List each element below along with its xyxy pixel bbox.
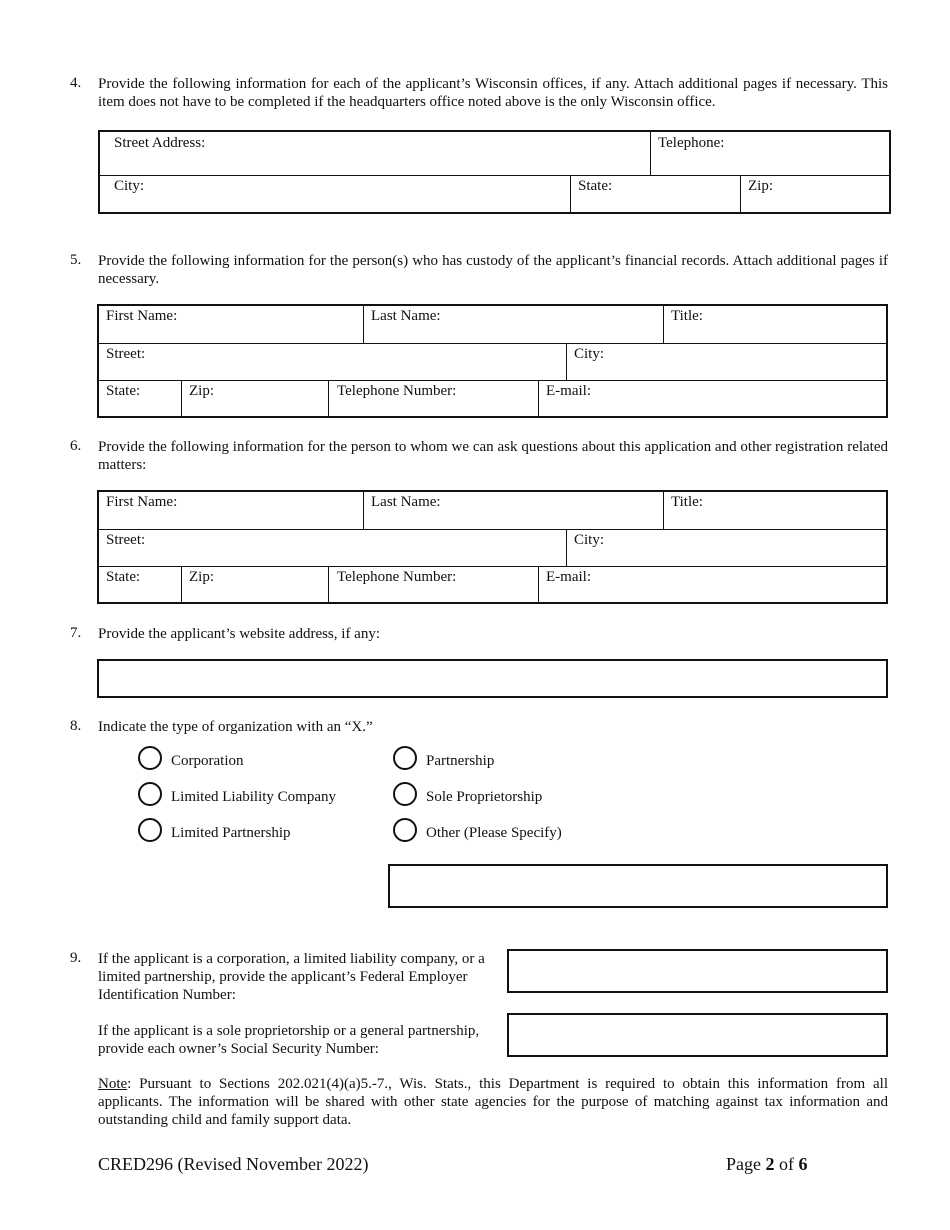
q9-text-b: If the applicant is a sole proprietorship or a general partnership, provide each owner’s Social Security Number:: [98, 1023, 480, 1057]
q5-state-field[interactable]: State:: [106, 383, 141, 399]
q6-zip-field[interactable]: Zip:: [189, 569, 214, 585]
q5-first-name-field[interactable]: First Name:: [106, 308, 178, 324]
note-text: : Pursuant to Sections 202.021(4)(a)5.-7., Wis. Stats., this Department is required to obtain this information from all applicants. The information will be shared with other state agencies for the purpose of matching against tax information and outstanding child and family support data.: [98, 1076, 888, 1128]
divider: [99, 380, 886, 381]
page-total: 6: [798, 1154, 808, 1174]
radio-partnership[interactable]: [393, 746, 417, 770]
q7-number: 7.: [70, 625, 82, 641]
divider: [99, 529, 886, 530]
divider: [566, 529, 567, 566]
radio-sole-proprietorship[interactable]: [393, 782, 417, 806]
q5-table: [97, 304, 888, 418]
page-word: Page: [726, 1154, 766, 1174]
page-of: of: [774, 1154, 799, 1174]
radio-corporation[interactable]: [138, 746, 162, 770]
form-id: CRED296 (Revised November 2022): [98, 1154, 369, 1174]
q5-last-name-field[interactable]: Last Name:: [371, 308, 441, 324]
q6-text: Provide the following information for the person to whom we can ask questions about this application and other registration related matters:: [98, 439, 888, 473]
q9-number: 9.: [70, 950, 82, 966]
divider: [663, 492, 664, 529]
divider: [566, 343, 567, 380]
q8-number: 8.: [70, 718, 82, 734]
q6-first-name-field[interactable]: First Name:: [106, 494, 178, 510]
ssn-input[interactable]: [507, 1013, 888, 1057]
radio-label: Corporation: [171, 753, 244, 769]
q5-title-field[interactable]: Title:: [671, 308, 703, 324]
page-current: 2: [765, 1154, 775, 1174]
q6-last-name-field[interactable]: Last Name:: [371, 494, 441, 510]
divider: [363, 492, 364, 529]
divider: [663, 306, 664, 343]
divider: [181, 380, 182, 416]
divider: [100, 175, 889, 176]
website-input[interactable]: [97, 659, 888, 698]
other-specify-input[interactable]: [388, 864, 888, 908]
divider: [99, 566, 886, 567]
q4-city-field[interactable]: City:: [114, 178, 145, 194]
divider: [328, 380, 329, 416]
q6-email-field[interactable]: E-mail:: [546, 569, 591, 585]
q4-state-field[interactable]: State:: [578, 178, 613, 194]
radio-limited-liability-company[interactable]: [138, 782, 162, 806]
radio-label: Sole Proprietorship: [426, 789, 543, 805]
divider: [363, 306, 364, 343]
q4-zip-field[interactable]: Zip:: [748, 178, 773, 194]
divider: [328, 566, 329, 602]
radio-limited-partnership[interactable]: [138, 818, 162, 842]
q6-number: 6.: [70, 438, 82, 454]
q5-zip-field[interactable]: Zip:: [189, 383, 214, 399]
q5-telephone-field[interactable]: Telephone Number:: [337, 383, 457, 399]
q7-text: Provide the applicant’s website address, if any:: [98, 626, 381, 642]
radio-other[interactable]: [393, 818, 417, 842]
q4-number: 4.: [70, 75, 82, 91]
q6-city-field[interactable]: City:: [574, 532, 605, 548]
q5-email-field[interactable]: E-mail:: [546, 383, 591, 399]
radio-label: Limited Liability Company: [171, 789, 336, 805]
note-label: Note: [98, 1076, 128, 1092]
q5-text: Provide the following information for the person(s) who has custody of the applicant’s financial records. Attach additional pages if necessary.: [98, 253, 888, 287]
q4-telephone-field[interactable]: Telephone:: [658, 135, 725, 151]
divider: [570, 175, 571, 212]
divider: [181, 566, 182, 602]
q4-street-address-field[interactable]: Street Address:: [114, 135, 206, 151]
divider: [99, 343, 886, 344]
q9-text-a: If the applicant is a corporation, a limited liability company, or a limited partnership, provide the applicant’s Federal Employer Identification Number:: [98, 951, 485, 1003]
q5-street-field[interactable]: Street:: [106, 346, 146, 362]
q4-text: Provide the following information for each of the applicant’s Wisconsin offices, if any. Attach additional pages if necessary. This item does not have to be completed if the headquarters office noted above is the only Wisconsin office.: [98, 76, 888, 110]
q5-city-field[interactable]: City:: [574, 346, 605, 362]
q6-title-field[interactable]: Title:: [671, 494, 703, 510]
radio-label: Partnership: [426, 753, 495, 769]
q6-telephone-field[interactable]: Telephone Number:: [337, 569, 457, 585]
page-indicator: [726, 1154, 808, 1175]
divider: [650, 132, 651, 175]
fein-input[interactable]: [507, 949, 888, 993]
note-paragraph: [98, 1075, 888, 1129]
q4-table: [98, 130, 891, 214]
q6-street-field[interactable]: Street:: [106, 532, 146, 548]
divider: [538, 566, 539, 602]
divider: [538, 380, 539, 416]
q8-text: Indicate the type of organization with an “X.”: [98, 719, 373, 735]
q6-table: [97, 490, 888, 604]
radio-label: Other (Please Specify): [426, 825, 562, 841]
q5-number: 5.: [70, 252, 82, 268]
q6-state-field[interactable]: State:: [106, 569, 141, 585]
radio-label: Limited Partnership: [171, 825, 291, 841]
divider: [740, 175, 741, 212]
